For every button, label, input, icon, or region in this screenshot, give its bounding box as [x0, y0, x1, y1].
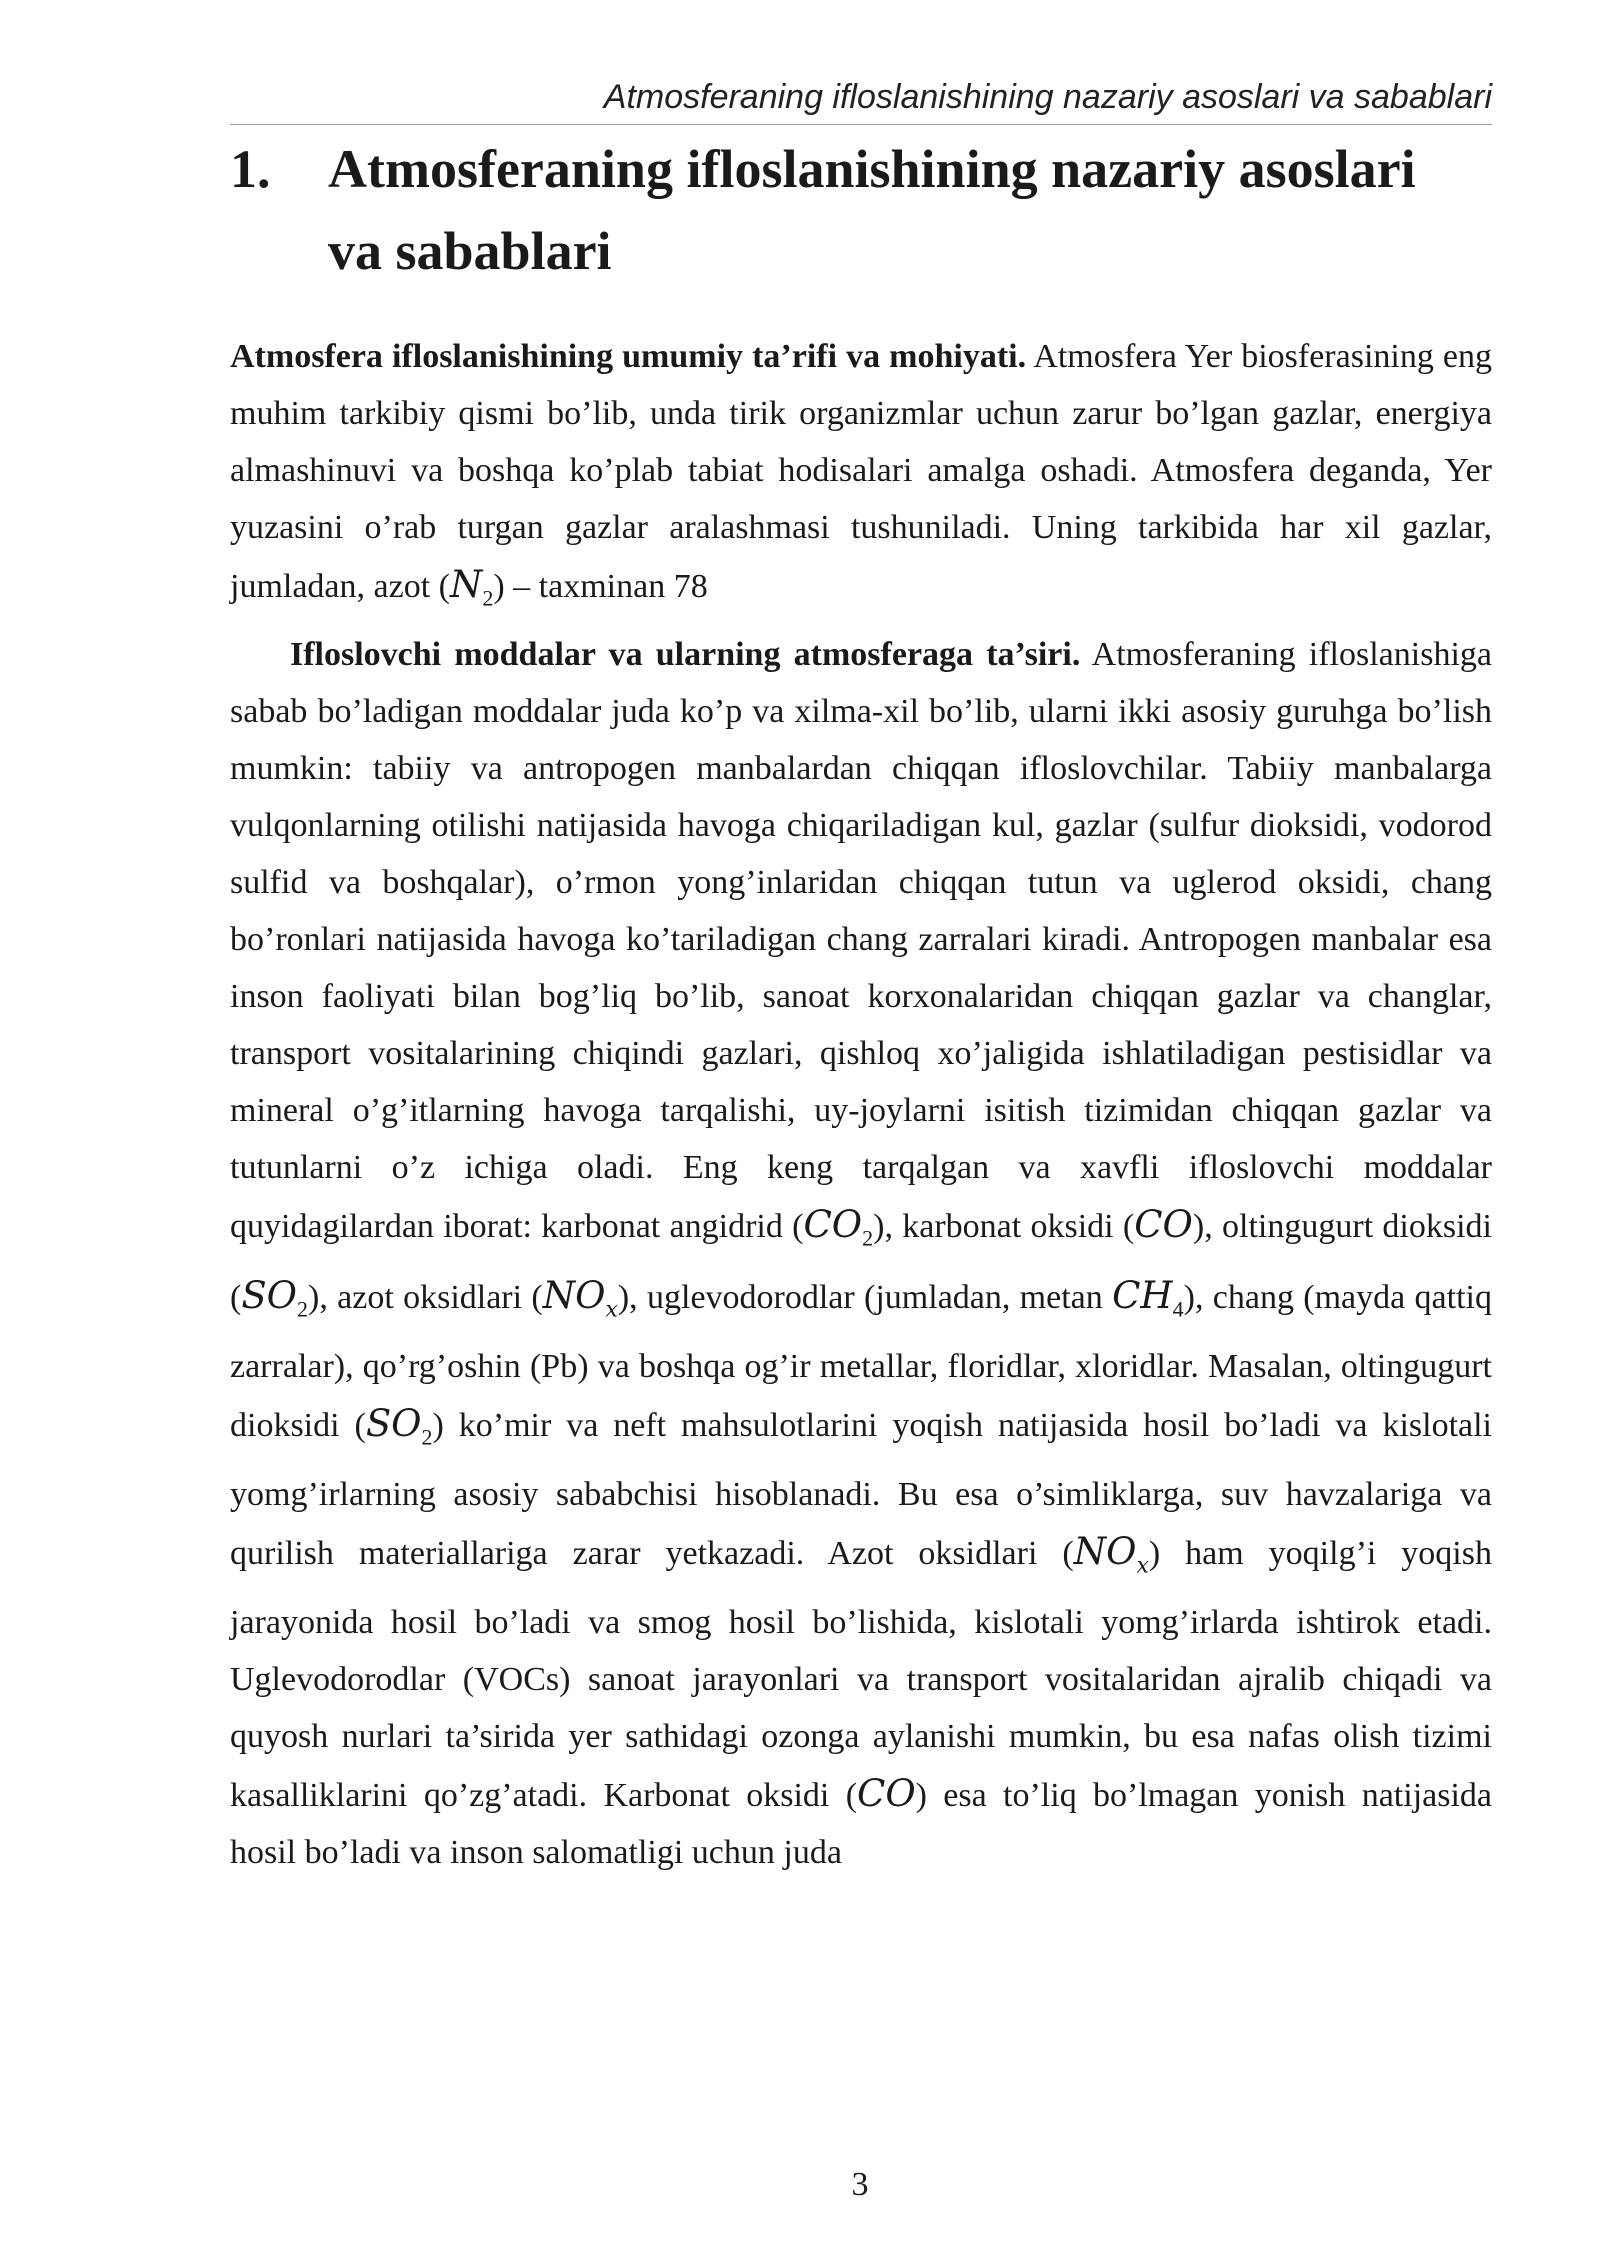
text-run: ), oltingugurt dioksidi ( — [230, 1208, 1493, 1316]
text-run: ) ko’mir va neft mahsulotlarini yoqish natijasida hosil bo’ladi va kislotali yomg’irlarning asosiy sababchisi hisoblanadi. Bu esa o’simliklarga, suv havzalariga va qurilish materiallariga zarar yetkazadi. Azot oksidlari ( — [230, 1407, 1492, 1572]
text-run: ) – taxminan 78 — [493, 568, 708, 605]
formula-co2: $CO_2$ — [803, 1203, 874, 1251]
formula-n2: $N_2$ — [449, 563, 494, 611]
text-run: Atmosfera Yer biosferasining eng muhim tarkibiy qismi bo’lib, unda tirik organizmlar uchun zarur bo’lgan gazlar, energiya almashinuvi va boshqa ko’plab tabiat hodisalari amalga oshadi. Atmosfera deganda, Yer yuzasini o’rab turgan gazlar aralashmasi tushuniladi. Uning tarkibida har xil gazlar, jumladan, azot ( — [230, 338, 1492, 605]
text-run: ), chang (mayda qattiq zarralar), qo’rg’oshin (Pb) va boshqa og’ir metallar, floridlar, xloridlar. Masalan, oltingugurt dioksidi ( — [230, 1278, 1492, 1445]
chapter-number: 1. — [230, 139, 271, 199]
paragraph-lead: Ifloslovchi moddalar va ularning atmosferaga ta’siri. — [290, 636, 1081, 674]
text-run: ), karbonat oksidi ( — [873, 1208, 1135, 1246]
body-text — [230, 328, 1492, 1881]
formula-so2: $SO_2$ — [241, 1273, 309, 1322]
formula-nox: $NO_x$ — [1073, 1529, 1149, 1578]
paragraph-lead: Atmosfera ifloslanishining umumiy ta’rifi va mohiyati. — [230, 338, 1027, 375]
formula-co: CO — [1134, 1203, 1193, 1247]
chapter-title — [230, 128, 1492, 292]
formula-co: CO — [857, 1771, 916, 1815]
paragraph-definition — [230, 328, 1492, 626]
chapter-title-text — [328, 128, 1492, 292]
text-run: Atmosferaning ifloslanishiga sabab bo’ladigan moddalar juda ko’p va xilma-xil bo’lib, ularni ikki asosiy guruhga bo’lish mumkin: tabiiy va antropogen manbalardan chiqqan ifloslovchilar. Tabiiy manbalarga vulqonlarning otilishi natijasida havoga chiqariladigan kul, gazlar (sulfur dioksidi, vodorod sulfid va boshqalar), o’rmon yong’inlaridan chiqqan tutun va uglerod oksidi, chang bo’ronlari natijasida havoga ko’tariladigan chang zarralari kiradi. Antropogen manbalar esa inson faoliyati bilan bog’liq bo’lib, sanoat korxonalaridan chiqqan gazlar va changlar, transport vositalarining chiqindi gazlari, qishloq xo’jaligida ishlatiladigan pestisidlar va mineral o’g’itlarning havoga tarqalishi, uy-joylarni isitish tizimidan chiqqan gazlar va tutunlarni o’z ichiga oladi. Eng keng tarqalgan va xavfli ifloslovchi moddalar quyidagilardan iborat: karbonat angidrid ( — [230, 636, 1492, 1246]
chapter-title-line-2: va sabablari — [328, 221, 612, 281]
text-run: ), uglevodorodlar (jumladan, metan — [617, 1278, 1113, 1316]
text-run: ) ham yoqilg’i yoqish jarayonida hosil bo’ladi va smog hosil bo’lishida, kislotali yomg’irlarda ishtirok etadi. Uglevodorodlar (VOCs) sanoat jarayonlari va transport vositalaridan ajralib chiqadi va quyosh nurlari ta’sirida yer sathidagi ozonga aylanishi mumkin, bu esa nafas olish tizimi kasalliklarini qo’zg’atadi. Karbonat oksidi ( — [230, 1534, 1492, 1814]
formula-so2: $SO_2$ — [365, 1402, 433, 1450]
text-run: ), azot oksidlari ( — [308, 1278, 543, 1316]
chapter-title-line-1: Atmosferaning ifloslanishining nazariy asoslari — [328, 139, 1416, 199]
formula-ch4: $CH_4$ — [1112, 1273, 1184, 1322]
paragraph-pollutants — [230, 626, 1492, 1881]
page-number: 3 — [851, 2166, 869, 2203]
text-run: ) esa to’liq bo’lmagan yonish natijasida hosil bo’ladi va inson salomatligi uchun juda — [230, 1776, 1492, 1871]
formula-nox: $NO_x$ — [542, 1273, 618, 1323]
running-header: Atmosferaning ifloslanishining nazariy asoslari va sabablari — [230, 70, 1492, 125]
